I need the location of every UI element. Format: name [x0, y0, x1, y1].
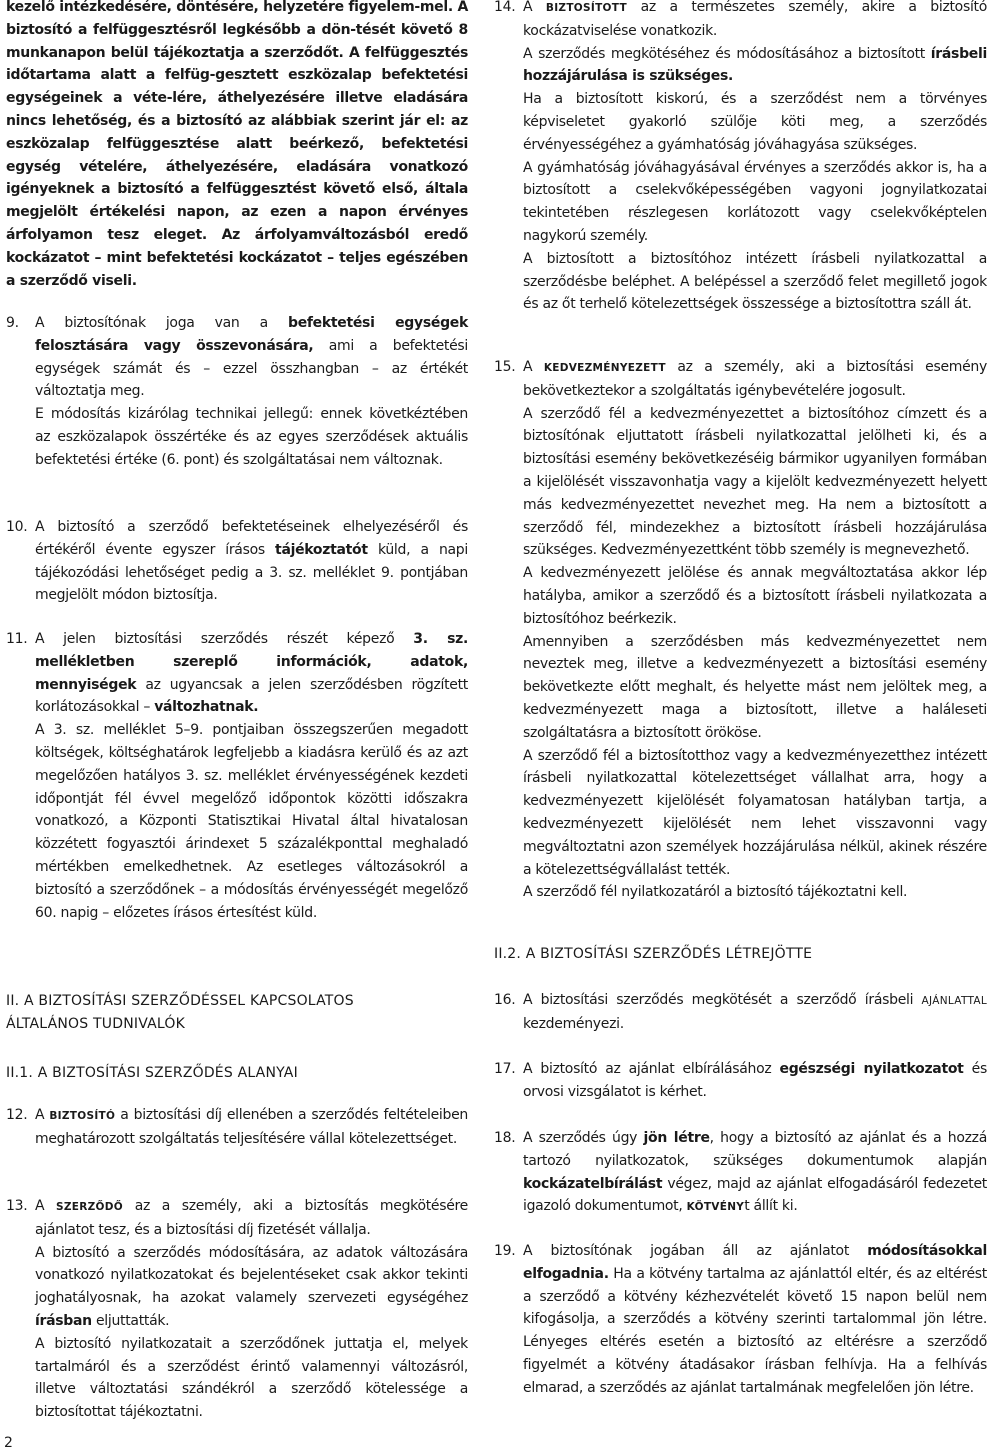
- item-19-text: A biztosítónak jogában áll az ajánlatot módosításokkal elfogadnia. Ha a kötvény tartalma az ajánlattól eltér, és az eltérést a szerződő a kötvény kézhezvételét követő 15 napon belül nem kifogásolja, a szerződés a kötvény szerinti tartalommal jön létre. Lényeges eltérés esetén a biztosító az eltérésre a szerződő figyelmét a kötvény átadásakor írásban felhívja. Ha a felhívás elmarad, a szerződés az ajánlat tartalmának megfelelően jön létre.: [523, 1243, 987, 1396]
- item-14-subtext-3: A gyámhatóság jóváhagyásával érvényes a szerződés akkor is, ha a biztosított a cselekvőképességében vagyoni jognyilatkozatai tekintetében részlegesen korlátozott vagy cselekvőképtelen nagykorú személy.: [523, 159, 987, 244]
- page-number: 2: [4, 1435, 13, 1451]
- item-15-subtext-1: A szerződő fél a kedvezményezettet a biztosítóhoz címzett és a biztosítónak eljuttatott írásbeli nyilatkozattal jelölheti ki, és a biztosítási esemény bekövetkezéséig bármikor ugyanilyen formában a kijelölését visszavonhatja vagy a kijelölt kedvezményezett helyett más kedvezményezettet nevezhet meg. Ha nem a biztosított a szerződő fél, mindezekhez a biztosított írásbeli hozzájárulása szükséges. Kedvezményezettként több személy is megnevezhető.: [523, 405, 987, 559]
- item-14-text: A BIZTOSÍTOTT az a természetes személy, akire a biztosító kockázatviselése vonatkozik.: [523, 0, 987, 39]
- item-10: [6, 516, 468, 607]
- item-14: [494, 0, 987, 316]
- item-9-text: A biztosítónak joga van a befektetési egységek felosztására vagy összevonására, ami a befektetési egységek számát és – ezzel összhangban – az értékét változtatja meg.: [35, 315, 469, 400]
- item-11: [6, 628, 468, 924]
- section-heading-II-1: II.1. A BIZTOSÍTÁSI SZERZŐDÉS ALANYAI: [6, 1065, 298, 1081]
- item-15-subtext-5: A szerződő fél nyilatkozatáról a biztosító tájékoztatni kell.: [523, 884, 908, 901]
- item-number: 15.: [494, 359, 516, 375]
- item-16-text: A biztosítási szerződés megkötését a szerződő írásbeli AJÁNLATTAL kezdeményezi.: [523, 992, 987, 1032]
- item-number: 19.: [494, 1243, 516, 1259]
- item-14-subtext-1: A szerződés megkötéséhez és módosításához a biztosított írásbeli hozzájárulása is szükséges.: [523, 45, 987, 85]
- item-number: 9.: [6, 315, 19, 331]
- item-18: [494, 1127, 987, 1219]
- item-9-subtext: E módosítás kizárólag technikai jellegű: ennek követkéztében az eszközalapok összértéke és az egyes szerződések aktuális befektetési értéke (6. pont) és szolgáltatásai nem változnak.: [35, 406, 468, 468]
- item-18-text: A szerződés úgy jön létre, hogy a biztosító az ajánlat és a hozzá tartozó nyilatkozatok, szükséges dokumentumok alapján kockázatelbírálást végez, majd az ajánlat elfogadásáról fedezetet igazoló dokumentumot, KÖTVÉNYt állít ki.: [523, 1130, 987, 1215]
- item-16: [494, 989, 987, 1036]
- section-heading-II: II. A BIZTOSÍTÁSI SZERZŐDÉSSEL KAPCSOLATOS ÁLTALÁNOS TUDNIVALÓK: [6, 993, 354, 1032]
- item-13: [6, 1195, 468, 1424]
- item-17-text: A biztosító az ajánlat elbírálásához egészségi nyilatkozatot és orvosi vizsgálatot is kérhet.: [523, 1061, 987, 1100]
- item-10-text: A biztosító a szerződő befektetéseinek elhelyezéséről és értékéről évente egyszer írásos tájékoztatót küld, a napi tájékozódási lehetőséget pedig a 3. sz. melléklet 9. pontjában megjelölt módon biztosítja.: [35, 519, 468, 604]
- item-15-subtext-2: A kedvezményezett jelölése és annak megváltoztatása akkor lép hatályba, amikor a szerződő és a biztosított írásbeli nyilatkozata a biztosítóhoz beérkezik.: [523, 565, 987, 627]
- item-number: 14.: [494, 0, 516, 15]
- item-15-subtext-4: A szerződő fél a biztosítotthoz vagy a kedvezményezetthez intézett írásbeli nyilatkozattal kötelezettséget vállalhat arra, hogy a kedvezményezett kijelölését folyamatosan hatályban tartja, a kedvezményezett kijelölését nem lehet visszavonni vagy megváltoztatni azon személyek hozzájárulása nélkül, akinek részére a kötelezettségvállalást tették.: [523, 747, 987, 878]
- item-number: 11.: [6, 631, 28, 647]
- item-11-text: A jelen biztosítási szerződés részét képező 3. sz. mellékletben szereplő információk, adatok, mennyiségek az ugyancsak a jelen szerződésben rögzített korlátozásokkal – változhatnak.: [35, 631, 468, 716]
- item-15-text: A KEDVEZMÉNYEZETT az a személy, aki a biztosítási esemény bekövetkeztekor a szolgáltatás igénybevételére jogosult.: [523, 359, 987, 399]
- item-number: 12.: [6, 1107, 28, 1123]
- item-19: [494, 1240, 987, 1400]
- item-number: 18.: [494, 1130, 516, 1146]
- item-number: 17.: [494, 1061, 516, 1077]
- item-15-subtext-3: Amennyiben a szerződésben más kedvezményezettet nem neveztek meg, illetve a kedvezményezett a biztosítási esemény bekövetkezte előtt meghalt, és helyette mást nem jelöltek meg, a kedvezményezett maga a biztosított, illetve a haláleseti szolgáltatásra a biztosított örököse.: [523, 633, 987, 741]
- item-number: 13.: [6, 1198, 28, 1214]
- section-heading-II-2: II.2. A BIZTOSÍTÁSI SZERZŐDÉS LÉTREJÖTTE: [494, 946, 813, 962]
- item-12-text: A BIZTOSÍTÓ a biztosítási díj ellenében a szerződés feltételeiben meghatározott szolgáltatás teljesítésére vállal kötelezettséget.: [35, 1107, 468, 1147]
- item-17: [494, 1058, 987, 1104]
- item-14-subtext-2: Ha a biztosított kiskorú, és a szerződést nem a törvényes képviseletet gyakorló szülője köti meg, a szerződés érvényességéhez a gyámhatóság jóváhagyása szükséges.: [523, 91, 987, 153]
- item-15: [494, 356, 987, 904]
- item-12: [6, 1104, 468, 1151]
- item-number: 16.: [494, 992, 516, 1008]
- item-11-subtext: A 3. sz. melléklet 5–9. pontjaiban összegszerűen megadott költségek, költséghatárok legfeljebb a kiadásra kerülő és az azt megelőzően hatályos 3. sz. melléklet érvényességének kezdeti időpontját fél évvel megelőző időpontok közötti időszakra vonatkozó, a Központi Statisztikai Hivatal által hivatalosan közzétett fogyasztói árindexet 5 százalékponttal meghaladó mértékben emelkedhetnek. Az esetleges változásokról a biztosító a szerződőnek – a módosítás érvényességét megelőző 60. napig – előzetes írásos értesítést küld.: [35, 722, 468, 921]
- item-13-subtext-2: A biztosító nyilatkozatait a szerződőnek juttatja el, melyek tartalmáról és a szerződést érintő valamennyi változásról, illetve változtatási szándékról a szerződő kötelessége a biztosítottat tájékoztatni.: [35, 1335, 468, 1421]
- continued-paragraph: kezelő intézkedésére, döntésére, helyzetére figyelem-mel. A biztosító a felfüggesztésről legkésőbb a dön-tését követő 8 munkanapon belül tájékoztatja a szerződőt. A felfüggesztés időtartama alatt a felfüg-gesztett eszközalap befektetési egységeinek a véte-lére, áthelyezésére illetve eladására nincs lehetőség, és a biztosító az alábbiak szerint jár el: az eszközalap felfüggesztése alatt beérkező, befektetési egység vételére, áthelyezésére, eladására vonatkozó igényeknek a biztosító a felfüggesztést követő első, általa megjelölt értékelési napon, az ezen a napon érvényes árfolyamon tesz eleget. Az árfolyamváltozásból eredő kockázatot – mint befektetési kockázatot – teljes egészében a szerződő viseli.: [6, 0, 468, 289]
- item-14-subtext-4: A biztosított a biztosítóhoz intézett írásbeli nyilatkozattal a szerződésbe beléphet. A belépéssel a szerződő felet megillető jogok és az őt terhelő kötelezettségek összessége a biztosítottra száll át.: [523, 250, 987, 313]
- item-13-subtext-1: A biztosító a szerződés módosítására, az adatok változására vonatkozó nyilatkozatokat és bejelentéseket csak akkor tekinti joghatályosnak, ha azokat valamely szervezeti egységéhez írásban eljuttatták.: [35, 1244, 468, 1329]
- item-9: [6, 312, 468, 472]
- item-number: 10.: [6, 519, 28, 535]
- item-13-text: A SZERZŐDŐ az a személy, aki a biztosítás megkötésére ajánlatot tesz, és a biztosítási díj fizetését vállalja.: [35, 1198, 468, 1238]
